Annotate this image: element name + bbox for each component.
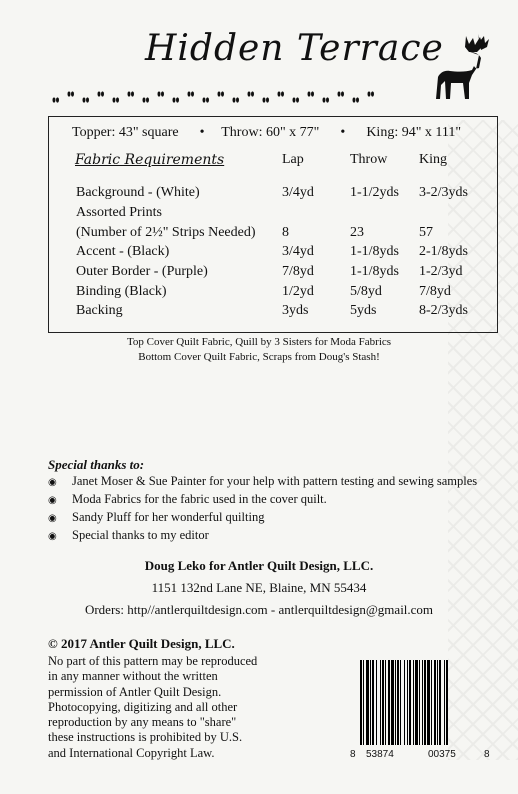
barcode-digits-left: 53874 — [366, 749, 394, 760]
quilt-sizes — [72, 125, 461, 141]
barcode-bar — [439, 660, 441, 745]
barcode-bar — [363, 660, 364, 745]
cell-lap: 3yds — [282, 303, 309, 318]
barcode-bar — [395, 660, 396, 745]
hoof-bullet-icon: ◉ — [48, 513, 57, 524]
size-king: King: 94" x 111" — [366, 125, 462, 140]
hoof-track-mark — [218, 91, 221, 96]
hoof-track-mark — [173, 97, 176, 102]
copyright-heading: © 2017 Antler Quilt Design, LLC. — [48, 636, 235, 651]
hoof-track-mark — [278, 91, 281, 96]
caption-bottom-cover: Bottom Cover Quilt Fabric, Scraps from Doug's Stash! — [138, 351, 380, 363]
hoof-track-mark — [113, 97, 116, 102]
cell-king: 1-2/3yd — [419, 264, 463, 279]
barcode-bar — [415, 660, 418, 745]
copyright-notice: No part of this pattern may be reproduced in any manner without the written permission of Antler Quilt Design. Photocopying, digitizing and all other reproduction by any means to "share" these instructions is prohibited by U.S. and International Copyright Law. — [48, 654, 258, 760]
barcode-bar — [422, 660, 423, 745]
fabric-requirements-heading: Fabric Requirements — [75, 152, 225, 168]
hoof-track-mark — [296, 97, 299, 102]
barcode-bar — [444, 660, 445, 745]
hoof-track-mark — [341, 91, 344, 96]
hoof-track-mark — [206, 97, 209, 102]
hoof-track-mark — [356, 97, 359, 102]
column-header-king: King — [419, 152, 447, 167]
barcode-bar — [404, 660, 405, 745]
barcode-bar — [380, 660, 381, 745]
thanks-item: ◉ Sandy Pluff for her wonderful quilting — [48, 510, 265, 524]
hoof-track-mark — [203, 97, 206, 102]
cell-lap: 3/4yd — [282, 244, 314, 259]
barcode-bar — [391, 660, 394, 745]
barcode-bar — [388, 660, 390, 745]
size-throw: Throw: 60" x 77" — [221, 125, 320, 140]
hoof-track-mark — [101, 91, 104, 96]
hoof-bullet-icon: ◉ — [48, 477, 57, 488]
cell-throw: 5/8yd — [350, 284, 382, 299]
row-label: Outer Border - (Purple) — [76, 264, 208, 279]
hoof-track-mark — [143, 97, 146, 102]
caption-top-cover: Top Cover Quilt Fabric, Quill by 3 Sisters for Moda Fabrics — [126, 336, 392, 348]
barcode-bar — [419, 660, 420, 745]
hoof-track-mark — [263, 97, 266, 102]
barcode-bar — [382, 660, 384, 745]
separator: • — [340, 125, 346, 140]
barcode-bar — [427, 660, 430, 745]
barcode-digits-right: 00375 — [428, 749, 456, 760]
hoof-track-mark — [98, 91, 101, 96]
barcode-bar — [385, 660, 386, 745]
hoof-track-mark — [71, 91, 74, 96]
row-label: Binding (Black) — [76, 284, 167, 299]
barcode-bar — [370, 660, 371, 745]
cell-king: 2-1/8yds — [419, 244, 468, 259]
barcode-bar — [376, 660, 377, 745]
hoof-track-mark — [191, 91, 194, 96]
hoof-track-mark — [56, 97, 59, 102]
hoof-track-mark — [251, 91, 254, 96]
cell-king: 57 — [419, 225, 433, 240]
hoof-track-mark — [86, 97, 89, 102]
hoof-track-mark — [233, 97, 236, 102]
cell-throw: 1-1/2yds — [350, 185, 399, 200]
barcode-bar — [400, 660, 401, 745]
cell-king: 7/8yd — [419, 284, 451, 299]
barcode-bar — [434, 660, 436, 745]
barcode-bar — [413, 660, 414, 745]
separator: • — [199, 125, 205, 140]
company-name: Doug Leko for Antler Quilt Design, LLC. — [144, 558, 374, 573]
hoof-track-mark — [371, 91, 374, 96]
barcode-digit-check: 8 — [484, 749, 490, 760]
moose-logo-icon — [420, 30, 490, 102]
barcode — [356, 660, 480, 745]
hoof-track-mark — [323, 97, 326, 102]
order-info: Orders: http//antlerquiltdesign.com - antlerquiltdesign@gmail.com — [84, 602, 434, 617]
cell-king: 8-2/3yds — [419, 303, 468, 318]
hoof-track-mark — [293, 97, 296, 102]
hoof-track-mark — [368, 91, 371, 96]
row-label: Backing — [76, 303, 123, 318]
hoof-track-mark — [53, 97, 56, 102]
thanks-item: ◉ Special thanks to my editor — [48, 528, 209, 542]
hoof-bullet-icon: ◉ — [48, 531, 57, 542]
cell-throw: 1-1/8yds — [350, 264, 399, 279]
row-label: Background - (White) — [76, 185, 200, 200]
hoof-track-mark — [266, 97, 269, 102]
thanks-item: ◉ Janet Moser & Sue Painter for your help with pattern testing and sewing samples — [48, 474, 478, 488]
hoof-bullet-icon: ◉ — [48, 495, 57, 506]
barcode-bar — [407, 660, 408, 745]
pattern-title: Hidden Terrace — [145, 28, 444, 69]
barcode-bar — [366, 660, 369, 745]
hoof-track-mark — [68, 91, 71, 96]
cell-throw: 5yds — [350, 303, 377, 318]
hoof-track-mark — [353, 97, 356, 102]
barcode-bar — [437, 660, 438, 745]
cell-lap: 8 — [282, 225, 289, 240]
hoof-track-mark — [311, 91, 314, 96]
hoof-track-mark — [176, 97, 179, 102]
barcode-bar — [372, 660, 374, 745]
column-header-throw: Throw — [350, 152, 388, 167]
barcode-bar — [446, 660, 448, 745]
cell-lap: 7/8yd — [282, 264, 314, 279]
hoof-track-mark — [158, 91, 161, 96]
hoof-track-mark — [236, 97, 239, 102]
column-header-lap: Lap — [282, 152, 304, 167]
barcode-digit-prefix: 8 — [350, 749, 356, 760]
barcode-bar — [360, 660, 362, 745]
row-label: (Number of 2½" Strips Needed) — [76, 225, 256, 240]
hoof-track-mark — [131, 91, 134, 96]
barcode-bar — [409, 660, 411, 745]
hoof-tracks-decoration — [48, 88, 388, 108]
cell-throw: 1-1/8yds — [350, 244, 399, 259]
hoof-track-mark — [308, 91, 311, 96]
cell-king: 3-2/3yds — [419, 185, 468, 200]
special-thanks-heading: Special thanks to: — [48, 457, 145, 472]
hoof-track-mark — [248, 91, 251, 96]
hoof-track-mark — [221, 91, 224, 96]
hoof-track-mark — [116, 97, 119, 102]
hoof-track-mark — [146, 97, 149, 102]
size-topper: Topper: 43" square — [72, 125, 179, 140]
thanks-item: ◉ Moda Fabrics for the fabric used in the cover quilt. — [48, 492, 327, 506]
hoof-track-mark — [326, 97, 329, 102]
barcode-bar — [424, 660, 426, 745]
hoof-track-mark — [281, 91, 284, 96]
hoof-track-mark — [83, 97, 86, 102]
hoof-track-mark — [338, 91, 341, 96]
hoof-track-mark — [161, 91, 164, 96]
hoof-track-mark — [128, 91, 131, 96]
hoof-track-mark — [188, 91, 191, 96]
company-address: 1151 132nd Lane NE, Blaine, MN 55434 — [151, 580, 367, 595]
barcode-bar — [431, 660, 432, 745]
row-label: Assorted Prints — [76, 205, 162, 220]
barcode-bar — [397, 660, 399, 745]
row-label: Accent - (Black) — [76, 244, 170, 259]
cell-lap: 1/2yd — [282, 284, 314, 299]
cell-lap: 3/4yd — [282, 185, 314, 200]
cell-throw: 23 — [350, 225, 364, 240]
